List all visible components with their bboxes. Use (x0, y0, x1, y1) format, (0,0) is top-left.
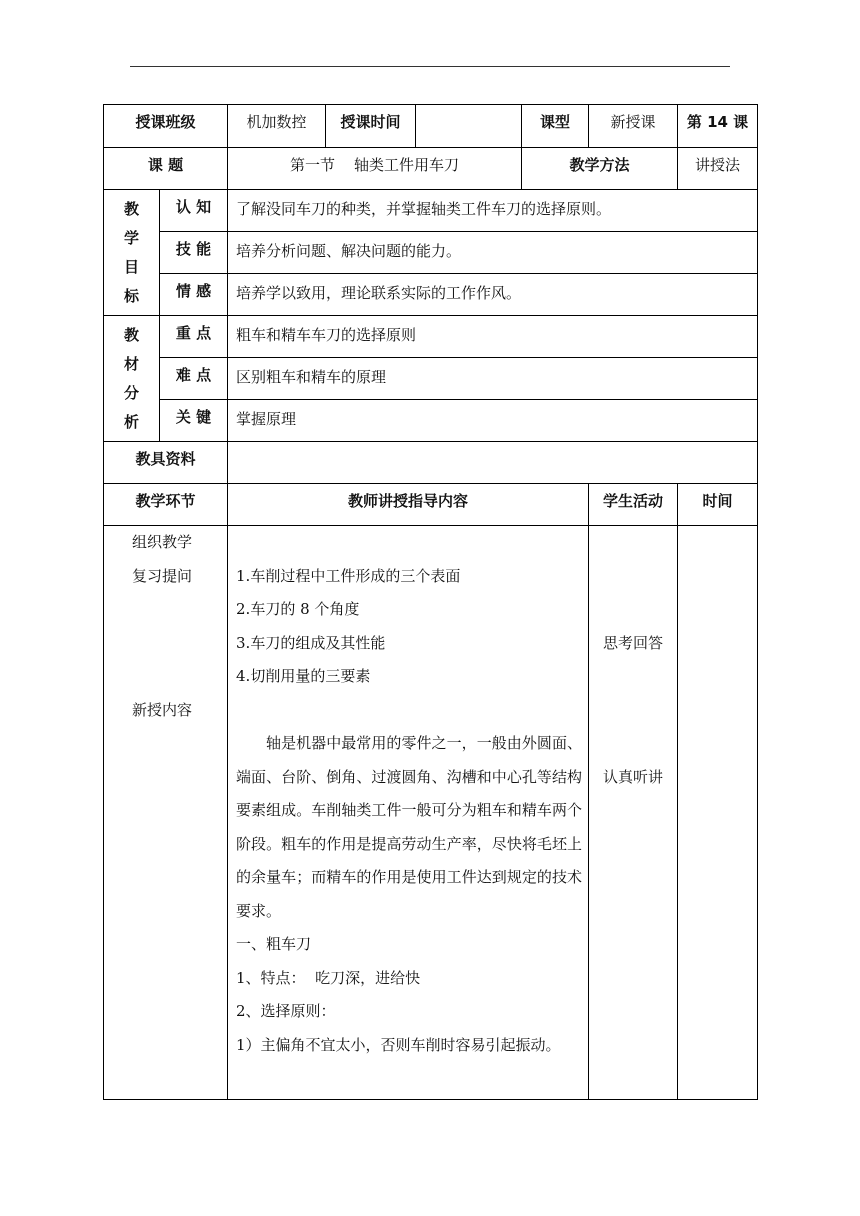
objective-label-emotion: 情 感 (160, 274, 228, 316)
objective-label-cognition: 认 知 (160, 190, 228, 232)
lesson-plan-table (103, 104, 758, 1100)
objective-label-skill: 技 能 (160, 232, 228, 274)
analysis-label-key: 关 键 (160, 400, 228, 442)
analysis-text-key-point: 粗车和精车车刀的选择原则 (228, 316, 758, 358)
review-item: 2.车刀的 8 个角度 (236, 600, 360, 618)
analysis-text-key: 掌握原理 (228, 400, 758, 442)
principle-item: 1）主偏角不宜太小，否则车削时容易引起振动。 (236, 1035, 561, 1054)
principle-title: 2、选择原则： (236, 1002, 336, 1020)
objective-text-emotion: 培养学以致用，理论联系实际的工作作风。 (228, 274, 758, 316)
analysis-label-difficulty: 难 点 (160, 358, 228, 400)
objective-text-cognition: 了解没同车刀的种类，并掌握轴类工件车刀的选择原则。 (228, 190, 758, 232)
objectives-group-label: 教 学 目 标 (104, 190, 160, 316)
stage-review: 复习提问 (132, 566, 193, 585)
stage-column (104, 526, 228, 1100)
header-rule (130, 66, 730, 67)
type-label: 课型 (522, 105, 589, 148)
lesson-number: 第 14 课 (678, 105, 758, 148)
student-activity: 认真听讲 (603, 767, 664, 786)
time-value (416, 105, 522, 148)
student-column (589, 526, 678, 1100)
class-label: 授课班级 (104, 105, 228, 148)
content-column (228, 526, 589, 1100)
materials-value (228, 442, 758, 484)
analysis-group-label: 教 材 分 析 (104, 316, 160, 442)
objective-text-skill: 培养分析问题、解决问题的能力。 (228, 232, 758, 274)
review-item: 3.车刀的组成及其性能 (236, 633, 386, 652)
analysis-label-key-point: 重 点 (160, 316, 228, 358)
student-activity: 思考回答 (603, 633, 664, 652)
intro-paragraph: 轴是机器中最常用的零件之一，一般由外圆面、端面、台阶、倒角、过渡圆角、沟槽和中心孔等结构要素组成。车削轴类工件一般可分为粗车和精车两个阶段。粗车的作用是提高劳动生产率，尽快将毛坯上的余量车；而精车的作用是使用工件达到规定的技术要求。 (236, 734, 583, 920)
section-title: 一、粗车刀 (236, 935, 312, 953)
topic-value: 第一节 轴类工件用车刀 (228, 148, 522, 190)
stage-organize: 组织教学 (132, 533, 193, 551)
col-header-time: 时间 (678, 484, 758, 526)
time-column (678, 526, 758, 1100)
topic-label: 课 题 (104, 148, 228, 190)
class-value: 机加数控 (228, 105, 326, 148)
col-header-stage: 教学环节 (104, 484, 228, 526)
stage-new-content: 新授内容 (132, 700, 193, 719)
method-label: 教学方法 (522, 148, 678, 190)
col-header-student: 学生活动 (589, 484, 678, 526)
time-label: 授课时间 (326, 105, 416, 148)
review-item: 1.车削过程中工件形成的三个表面 (236, 566, 461, 585)
analysis-text-difficulty: 区别粗车和精车的原理 (228, 358, 758, 400)
col-header-content: 教师讲授指导内容 (228, 484, 589, 526)
method-value: 讲授法 (678, 148, 758, 190)
review-item: 4.切削用量的三要素 (236, 667, 371, 685)
type-value: 新授课 (589, 105, 678, 148)
materials-label: 教具资料 (104, 442, 228, 484)
feature-line: 1、特点： 吃刀深，进给快 (236, 968, 421, 987)
